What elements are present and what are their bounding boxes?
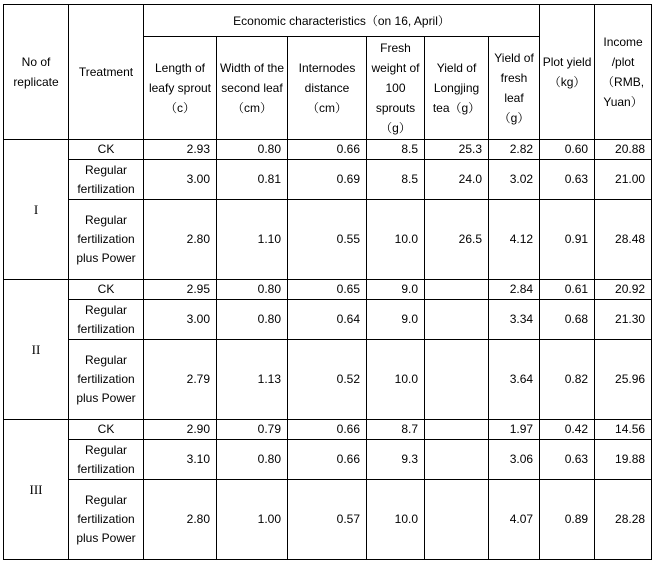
width-cell: 0.80 <box>217 140 288 160</box>
width-cell: 1.00 <box>217 480 288 560</box>
yield-fresh-cell: 2.82 <box>489 140 540 160</box>
yield-fresh-cell: 2.84 <box>489 280 540 300</box>
income-cell: 28.48 <box>595 200 652 280</box>
table-header <box>4 5 652 140</box>
width-cell: 0.80 <box>217 280 288 300</box>
header-yield-longjing-tea: Yield of Longjing tea（g） <box>425 37 489 140</box>
table-row <box>4 140 652 160</box>
fresh-weight-cell: 8.5 <box>367 140 425 160</box>
treatment-cell: CK <box>69 140 144 160</box>
width-cell: 0.79 <box>217 420 288 440</box>
income-cell: 28.28 <box>595 480 652 560</box>
treatment-cell: CK <box>69 280 144 300</box>
yield-fresh-cell: 1.97 <box>489 420 540 440</box>
header-yield-fresh-leaf: Yield of fresh leaf （g） <box>489 37 540 140</box>
income-cell: 20.88 <box>595 140 652 160</box>
plot-yield-cell: 0.63 <box>540 440 595 480</box>
income-cell: 14.56 <box>595 420 652 440</box>
treatment-cell: Regular fertilization <box>69 300 144 340</box>
yield-longjing-cell <box>425 280 489 300</box>
width-cell: 0.80 <box>217 300 288 340</box>
yield-longjing-cell <box>425 300 489 340</box>
header-treatment: Treatment <box>69 5 144 140</box>
yield-longjing-cell <box>425 480 489 560</box>
width-cell: 1.10 <box>217 200 288 280</box>
internodes-cell: 0.57 <box>288 480 367 560</box>
header-length-of-leafy-sprout: Length of leafy sprout（c） <box>144 37 217 140</box>
replicate-label: II <box>4 280 69 420</box>
plot-yield-cell: 0.82 <box>540 340 595 420</box>
yield-fresh-cell: 4.07 <box>489 480 540 560</box>
length-cell: 2.80 <box>144 200 217 280</box>
replicate-label: I <box>4 140 69 280</box>
income-cell: 25.96 <box>595 340 652 420</box>
fresh-weight-cell: 8.5 <box>367 160 425 200</box>
internodes-cell: 0.55 <box>288 200 367 280</box>
fresh-weight-cell: 10.0 <box>367 200 425 280</box>
plot-yield-cell: 0.63 <box>540 160 595 200</box>
table-row <box>4 440 652 480</box>
header-internodes-distance: Internodes distance （cm） <box>288 37 367 140</box>
economic-characteristics-table <box>3 4 652 560</box>
table-container <box>3 4 652 560</box>
treatment-cell: Regular fertilization <box>69 440 144 480</box>
yield-fresh-cell: 3.34 <box>489 300 540 340</box>
plot-yield-cell: 0.61 <box>540 280 595 300</box>
income-cell: 20.92 <box>595 280 652 300</box>
plot-yield-cell: 0.60 <box>540 140 595 160</box>
plot-yield-cell: 0.42 <box>540 420 595 440</box>
header-economic-characteristics: Economic characteristics（on 16, April） <box>144 5 540 37</box>
table-row <box>4 200 652 280</box>
yield-fresh-cell: 4.12 <box>489 200 540 280</box>
yield-longjing-cell <box>425 340 489 420</box>
width-cell: 1.13 <box>217 340 288 420</box>
length-cell: 3.00 <box>144 160 217 200</box>
table-row <box>4 280 652 300</box>
width-cell: 0.80 <box>217 440 288 480</box>
yield-fresh-cell: 3.06 <box>489 440 540 480</box>
header-no-of-replicate: No of replicate <box>4 5 69 140</box>
plot-yield-cell: 0.91 <box>540 200 595 280</box>
length-cell: 2.80 <box>144 480 217 560</box>
fresh-weight-cell: 10.0 <box>367 480 425 560</box>
yield-longjing-cell: 25.3 <box>425 140 489 160</box>
treatment-cell: Regular fertilization plus Power <box>69 480 144 560</box>
income-cell: 19.88 <box>595 440 652 480</box>
plot-yield-cell: 0.89 <box>540 480 595 560</box>
internodes-cell: 0.66 <box>288 140 367 160</box>
length-cell: 3.10 <box>144 440 217 480</box>
length-cell: 3.00 <box>144 300 217 340</box>
plot-yield-cell: 0.68 <box>540 300 595 340</box>
fresh-weight-cell: 9.0 <box>367 300 425 340</box>
width-cell: 0.81 <box>217 160 288 200</box>
header-income-per-plot: Income /plot （RMB, Yuan） <box>595 5 652 140</box>
yield-longjing-cell <box>425 440 489 480</box>
yield-fresh-cell: 3.02 <box>489 160 540 200</box>
internodes-cell: 0.52 <box>288 340 367 420</box>
internodes-cell: 0.66 <box>288 440 367 480</box>
income-cell: 21.30 <box>595 300 652 340</box>
header-fresh-weight: Fresh weight of 100 sprouts （g） <box>367 37 425 140</box>
table-row <box>4 420 652 440</box>
fresh-weight-cell: 8.7 <box>367 420 425 440</box>
length-cell: 2.93 <box>144 140 217 160</box>
table-row <box>4 480 652 560</box>
table-body <box>4 140 652 560</box>
yield-fresh-cell: 3.64 <box>489 340 540 420</box>
yield-longjing-cell <box>425 420 489 440</box>
internodes-cell: 0.64 <box>288 300 367 340</box>
fresh-weight-cell: 10.0 <box>367 340 425 420</box>
table-row <box>4 340 652 420</box>
internodes-cell: 0.65 <box>288 280 367 300</box>
length-cell: 2.79 <box>144 340 217 420</box>
fresh-weight-cell: 9.3 <box>367 440 425 480</box>
fresh-weight-cell: 9.0 <box>367 280 425 300</box>
yield-longjing-cell: 24.0 <box>425 160 489 200</box>
length-cell: 2.95 <box>144 280 217 300</box>
treatment-cell: Regular fertilization plus Power <box>69 340 144 420</box>
header-width-second-leaf: Width of the second leaf （cm） <box>217 37 288 140</box>
replicate-label: III <box>4 420 69 560</box>
internodes-cell: 0.69 <box>288 160 367 200</box>
income-cell: 21.00 <box>595 160 652 200</box>
length-cell: 2.90 <box>144 420 217 440</box>
treatment-cell: Regular fertilization plus Power <box>69 200 144 280</box>
table-row <box>4 160 652 200</box>
header-plot-yield: Plot yield （kg） <box>540 5 595 140</box>
treatment-cell: CK <box>69 420 144 440</box>
treatment-cell: Regular fertilization <box>69 160 144 200</box>
yield-longjing-cell: 26.5 <box>425 200 489 280</box>
internodes-cell: 0.66 <box>288 420 367 440</box>
table-row <box>4 300 652 340</box>
